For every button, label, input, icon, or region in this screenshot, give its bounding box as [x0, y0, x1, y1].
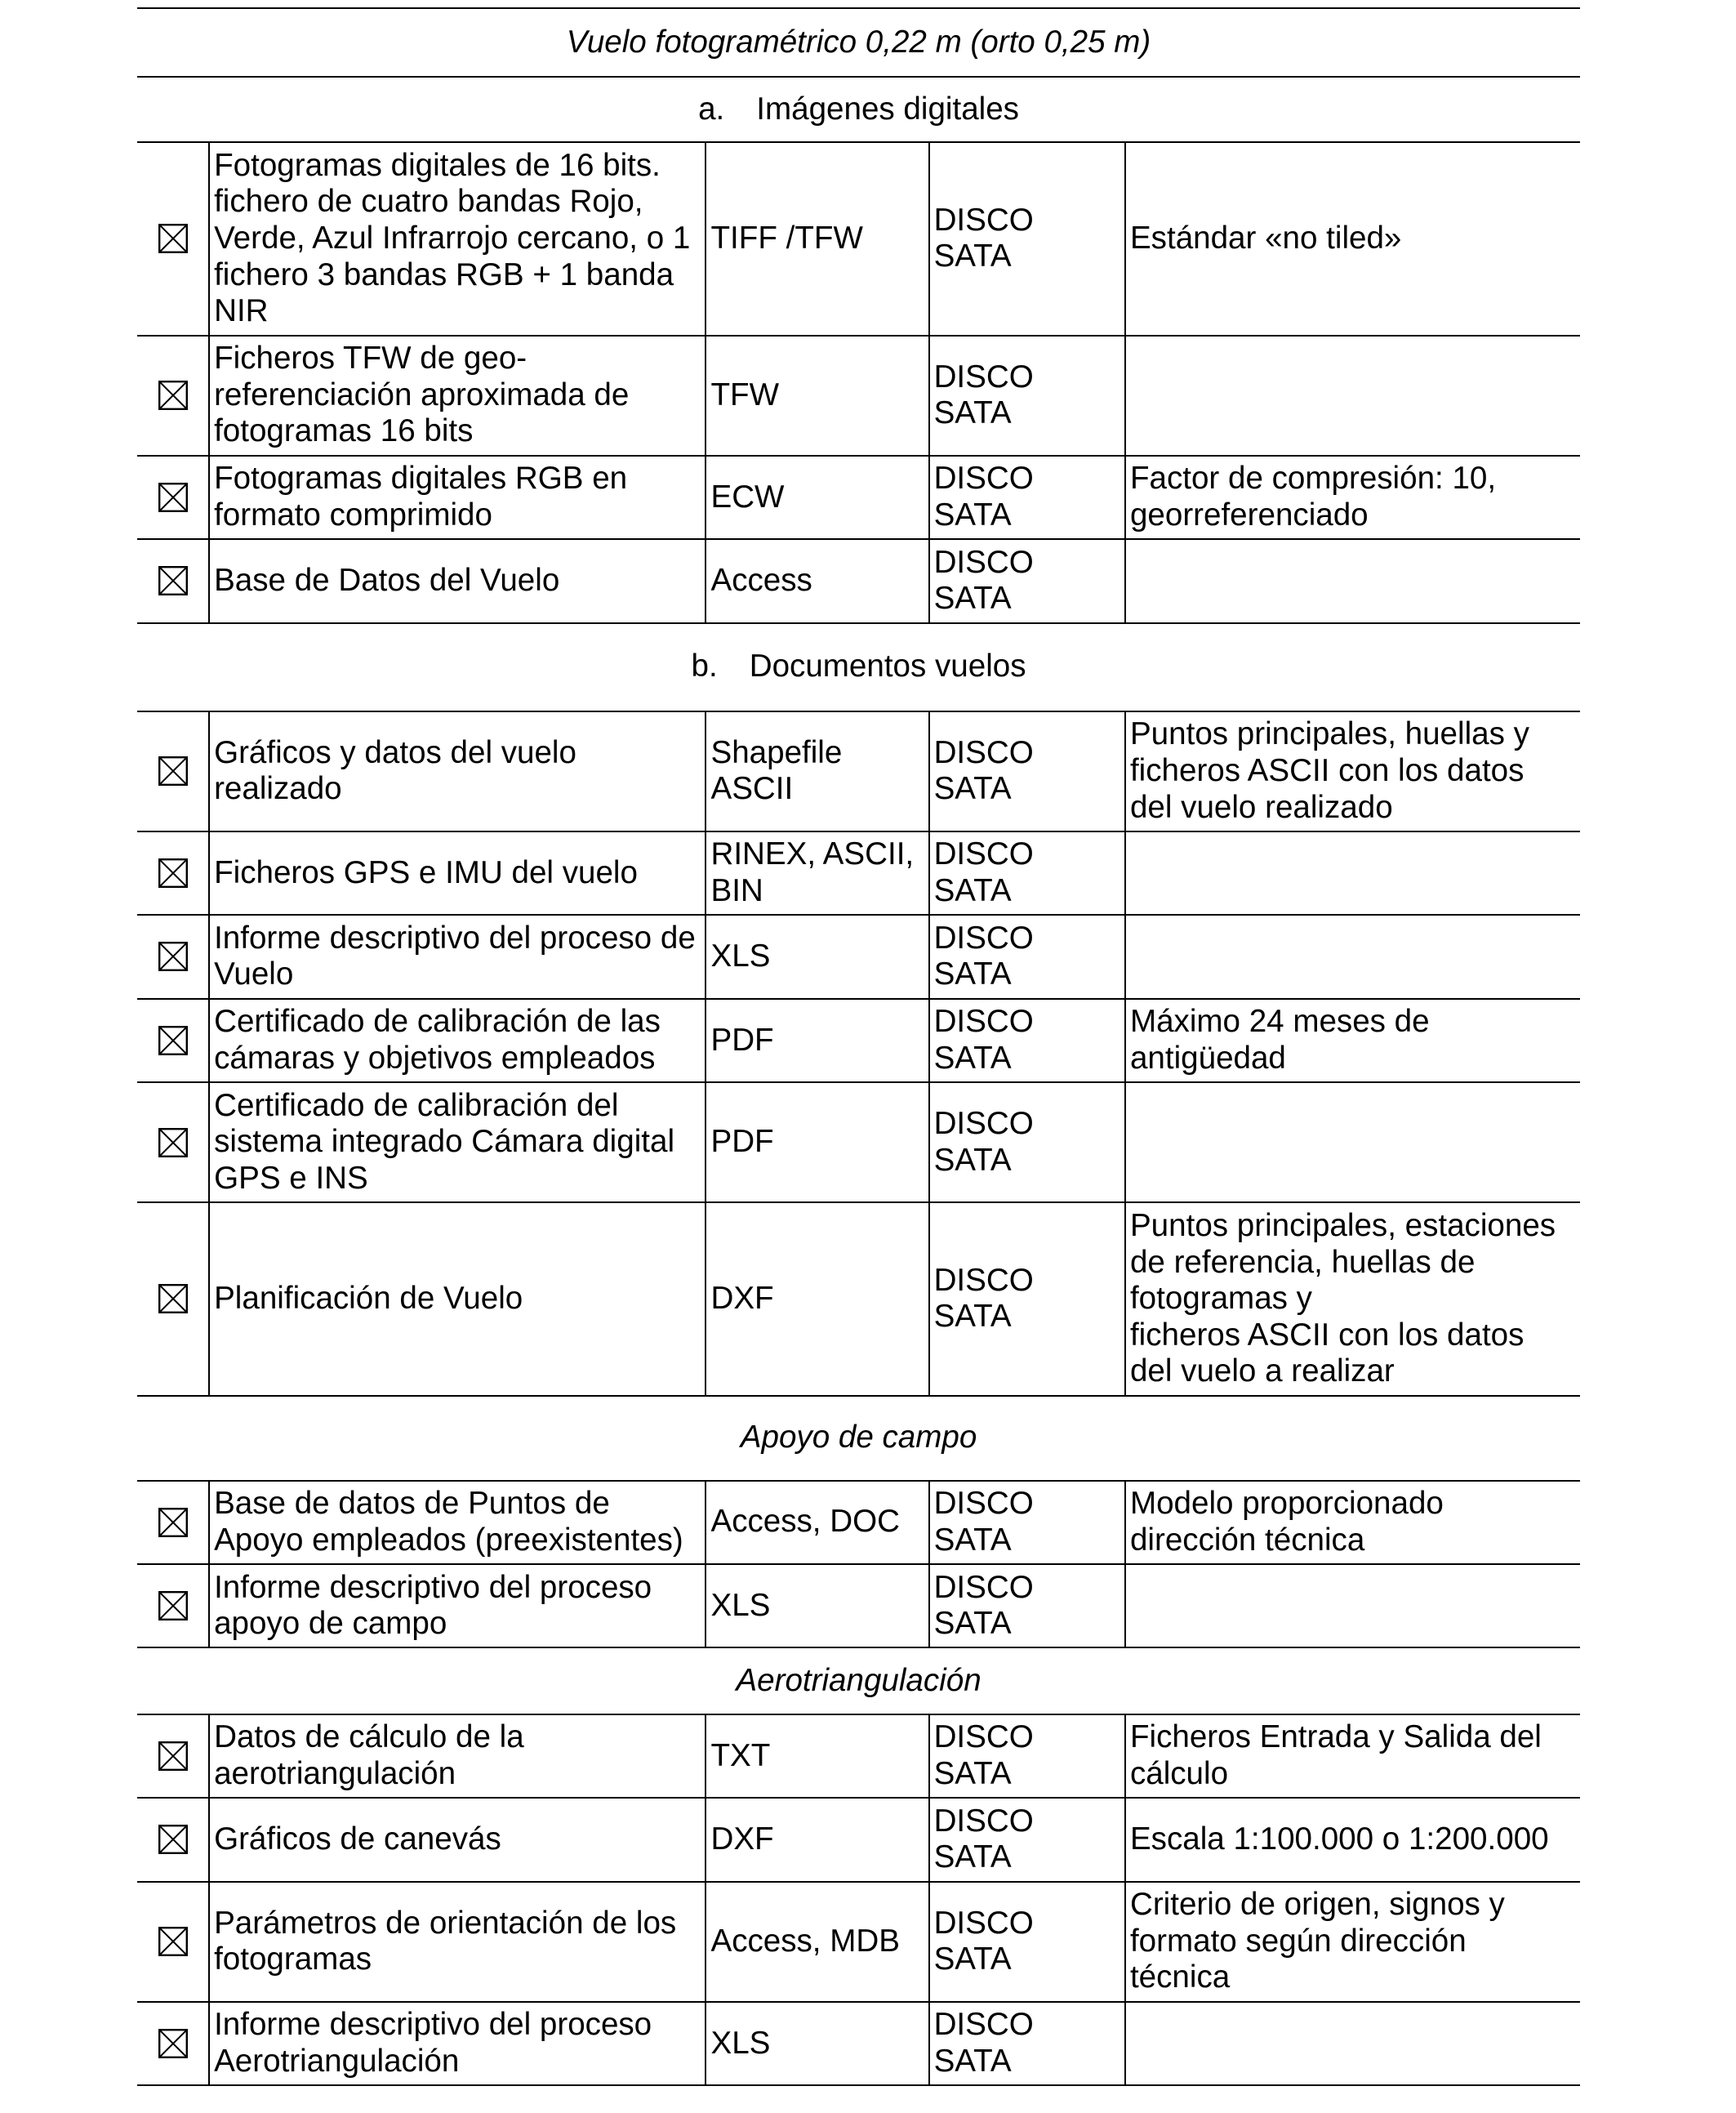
storage-medium: DISCO SATA — [928, 1799, 1124, 1880]
table-row — [137, 1000, 1579, 1083]
checkbox-checked-icon — [158, 1284, 188, 1313]
document-title: Vuelo fotogramétrico 0,22 m (orto 0,25 m) — [137, 7, 1579, 78]
notes — [1124, 832, 1580, 914]
checkbox-cell — [137, 916, 208, 997]
file-format: Shapefile ASCII — [705, 712, 928, 831]
checkbox-cell — [137, 1715, 208, 1797]
deliverables-document — [137, 7, 1579, 2086]
table-row — [137, 1565, 1579, 1648]
deliverable-description: Fotogramas digitales de 16 bits. fichero de cuatro bandas Rojo, Verde, Azul Infrarrojo cercano, o 1 fichero 3 bandas RGB + 1 banda NIR — [208, 143, 705, 335]
notes: Criterio de origen, signos y formato según dirección técnica — [1124, 1883, 1580, 2001]
checkbox-cell — [137, 143, 208, 335]
checkbox-cell — [137, 540, 208, 622]
storage-medium: DISCO SATA — [928, 143, 1124, 335]
table-row — [137, 2003, 1579, 2086]
checkbox-checked-icon — [158, 1508, 188, 1537]
notes: Puntos principales, huellas y ficheros ASCII con los datos del vuelo realizado — [1124, 712, 1580, 831]
checkbox-checked-icon — [158, 858, 188, 888]
deliverable-description: Fotogramas digitales RGB en formato comprimido — [208, 457, 705, 538]
storage-medium: DISCO SATA — [928, 1715, 1124, 1797]
storage-medium: DISCO SATA — [928, 712, 1124, 831]
section-heading-apoyo-de-campo: Apoyo de campo — [137, 1397, 1579, 1482]
storage-medium: DISCO SATA — [928, 337, 1124, 455]
file-format: TIFF /TFW — [705, 143, 928, 335]
section-heading-aerotriangulacion: Aerotriangulación — [137, 1648, 1579, 1714]
checkbox-checked-icon — [158, 1825, 188, 1854]
checkbox-checked-icon — [158, 1128, 188, 1157]
storage-medium: DISCO SATA — [928, 1482, 1124, 1563]
storage-medium: DISCO SATA — [928, 1083, 1124, 1201]
checkbox-cell — [137, 1083, 208, 1201]
storage-medium: DISCO SATA — [928, 1000, 1124, 1081]
file-format: TXT — [705, 1715, 928, 1797]
checkbox-checked-icon — [158, 483, 188, 512]
storage-medium: DISCO SATA — [928, 1203, 1124, 1395]
notes: Modelo proporcionado dirección técnica — [1124, 1482, 1580, 1563]
checkbox-cell — [137, 457, 208, 538]
checkbox-cell — [137, 1883, 208, 2001]
checkbox-cell — [137, 1799, 208, 1880]
notes: Escala 1:100.000 o 1:200.000 — [1124, 1799, 1580, 1880]
file-format: Access — [705, 540, 928, 622]
checkbox-checked-icon — [158, 224, 188, 253]
table-row — [137, 1203, 1579, 1397]
file-format: DXF — [705, 1203, 928, 1395]
section-heading-documentos-vuelos — [137, 624, 1579, 712]
deliverable-description: Certificado de calibración del sistema integrado Cámara digital GPS e INS — [208, 1083, 705, 1201]
checkbox-checked-icon — [158, 1927, 188, 1956]
notes — [1124, 916, 1580, 997]
table-row — [137, 337, 1579, 457]
list-marker: a. — [698, 91, 725, 127]
file-format: Access, DOC — [705, 1482, 928, 1563]
deliverable-description: Ficheros TFW de geo- referenciación aproximada de fotogramas 16 bits — [208, 337, 705, 455]
table-row — [137, 540, 1579, 623]
notes: Factor de compresión: 10, georreferenciado — [1124, 457, 1580, 538]
deliverable-description: Base de datos de Puntos de Apoyo empleados (preexistentes) — [208, 1482, 705, 1563]
deliverable-description: Base de Datos del Vuelo — [208, 540, 705, 622]
checkbox-cell — [137, 2003, 208, 2084]
file-format: PDF — [705, 1000, 928, 1081]
table-row — [137, 1482, 1579, 1565]
file-format: DXF — [705, 1799, 928, 1880]
file-format: TFW — [705, 337, 928, 455]
checkbox-checked-icon — [158, 1741, 188, 1771]
table-row — [137, 1799, 1579, 1882]
deliverable-description: Informe descriptivo del proceso apoyo de campo — [208, 1565, 705, 1647]
file-format: XLS — [705, 916, 928, 997]
storage-medium: DISCO SATA — [928, 457, 1124, 538]
checkbox-cell — [137, 1203, 208, 1395]
deliverable-description: Gráficos de canevás — [208, 1799, 705, 1880]
checkbox-checked-icon — [158, 566, 188, 595]
file-format: PDF — [705, 1083, 928, 1201]
notes: Máximo 24 meses de antigüedad — [1124, 1000, 1580, 1081]
notes: Puntos principales, estaciones de referencia, huellas de fotogramas y ficheros ASCII con los datos del vuelo a realizar — [1124, 1203, 1580, 1395]
notes — [1124, 337, 1580, 455]
section-title: Documentos vuelos — [749, 649, 1026, 684]
checkbox-cell — [137, 1000, 208, 1081]
table-row — [137, 143, 1579, 337]
table-aerotriangulacion — [137, 1715, 1579, 2086]
table-row — [137, 832, 1579, 916]
checkbox-cell — [137, 712, 208, 831]
deliverable-description: Planificación de Vuelo — [208, 1203, 705, 1395]
file-format: Access, MDB — [705, 1883, 928, 2001]
file-format: XLS — [705, 2003, 928, 2084]
deliverable-description: Ficheros GPS e IMU del vuelo — [208, 832, 705, 914]
notes — [1124, 1565, 1580, 1647]
deliverable-description: Certificado de calibración de las cámaras y objetivos empleados — [208, 1000, 705, 1081]
storage-medium: DISCO SATA — [928, 2003, 1124, 2084]
checkbox-cell — [137, 337, 208, 455]
storage-medium: DISCO SATA — [928, 832, 1124, 914]
notes — [1124, 540, 1580, 622]
checkbox-checked-icon — [158, 1591, 188, 1620]
notes: Ficheros Entrada y Salida del cálculo — [1124, 1715, 1580, 1797]
section-heading-imagenes-digitales — [137, 78, 1579, 143]
list-marker: b. — [691, 649, 718, 684]
file-format: ECW — [705, 457, 928, 538]
file-format: RINEX, ASCII, BIN — [705, 832, 928, 914]
notes: Estándar «no tiled» — [1124, 143, 1580, 335]
table-apoyo-de-campo — [137, 1482, 1579, 1649]
table-row — [137, 916, 1579, 999]
table-row — [137, 1883, 1579, 2003]
table-row — [137, 1715, 1579, 1799]
deliverable-description: Informe descriptivo del proceso de Vuelo — [208, 916, 705, 997]
notes — [1124, 1083, 1580, 1201]
table-row — [137, 1083, 1579, 1203]
deliverable-description: Parámetros de orientación de los fotogramas — [208, 1883, 705, 2001]
table-row — [137, 712, 1579, 832]
notes — [1124, 2003, 1580, 2084]
checkbox-checked-icon — [158, 381, 188, 410]
table-documentos-vuelos — [137, 712, 1579, 1397]
deliverable-description: Gráficos y datos del vuelo realizado — [208, 712, 705, 831]
section-title: Imágenes digitales — [756, 91, 1019, 127]
deliverable-description: Informe descriptivo del proceso Aerotriangulación — [208, 2003, 705, 2084]
checkbox-checked-icon — [158, 756, 188, 786]
storage-medium: DISCO SATA — [928, 1565, 1124, 1647]
checkbox-checked-icon — [158, 1026, 188, 1055]
checkbox-cell — [137, 1482, 208, 1563]
storage-medium: DISCO SATA — [928, 540, 1124, 622]
storage-medium: DISCO SATA — [928, 1883, 1124, 2001]
checkbox-cell — [137, 1565, 208, 1647]
storage-medium: DISCO SATA — [928, 916, 1124, 997]
file-format: XLS — [705, 1565, 928, 1647]
checkbox-checked-icon — [158, 2029, 188, 2058]
table-imagenes-digitales — [137, 143, 1579, 624]
deliverable-description: Datos de cálculo de la aerotriangulación — [208, 1715, 705, 1797]
checkbox-cell — [137, 832, 208, 914]
table-row — [137, 457, 1579, 540]
checkbox-checked-icon — [158, 942, 188, 971]
